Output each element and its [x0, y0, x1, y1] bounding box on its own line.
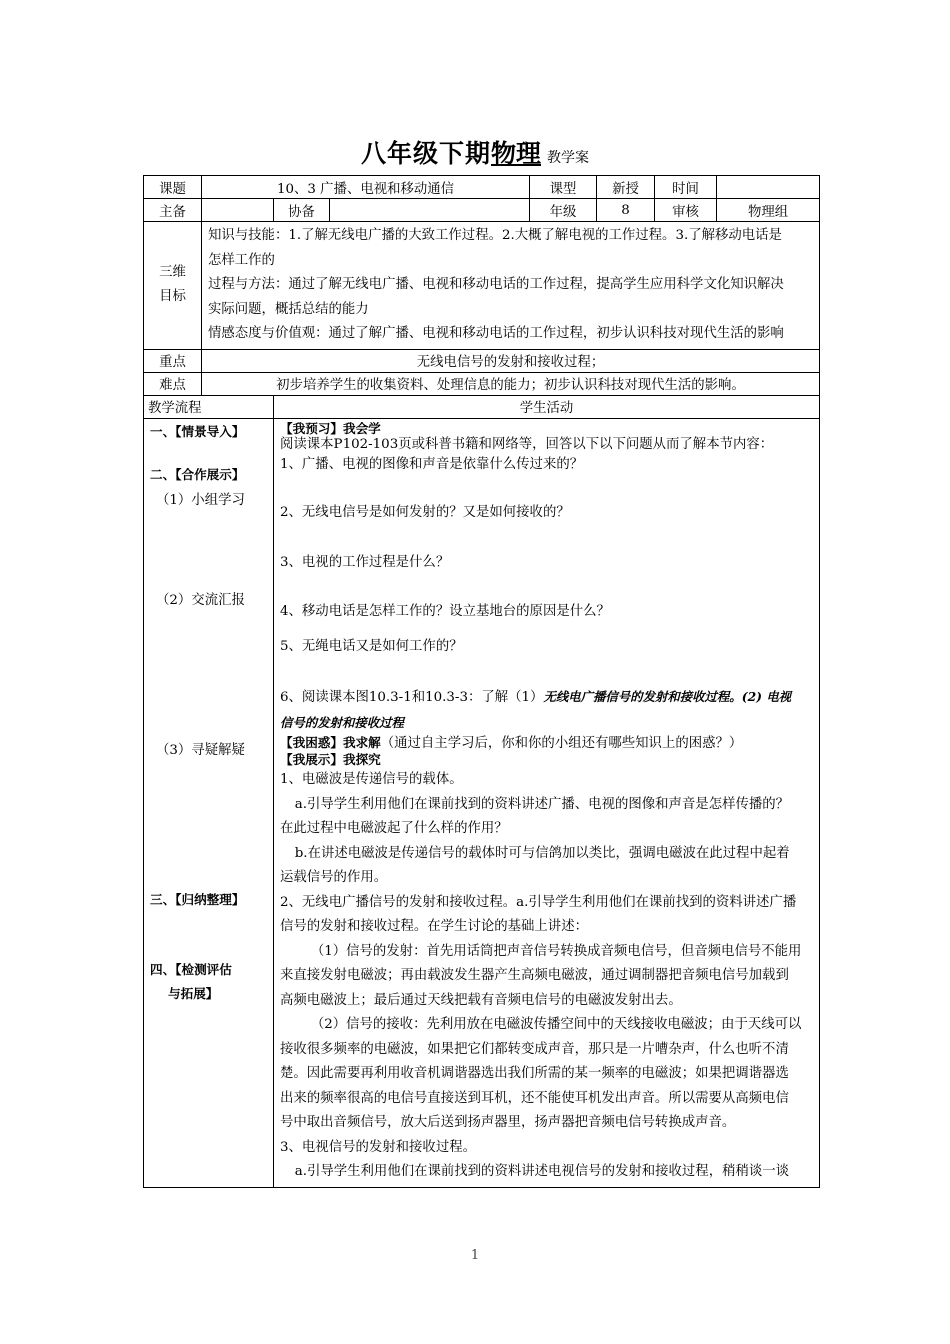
- point-2-line1: 2、无线电广播信号的发射和接收过程。a.引导学生利用他们在课前找到的资料讲述广播: [280, 894, 797, 910]
- student-activity-column: [274, 418, 820, 1187]
- lead-value: [202, 199, 274, 222]
- flow-step-4-line1: 四、【检测评估: [150, 961, 232, 977]
- time-value: [717, 176, 820, 199]
- title-subject: 物理: [491, 139, 542, 168]
- question-4: 4、移动电话是怎样工作的？设立基地台的原因是什么？: [280, 604, 610, 619]
- point-1: 1、电磁波是传递信号的载体。: [280, 772, 463, 787]
- title-suffix: 教学案: [547, 150, 590, 166]
- preview-heading: 【我预习】我会学: [280, 420, 381, 436]
- doubt-text: （通过自主学习后，你和你的小组还有哪些知识上的困惑？）: [380, 736, 743, 751]
- difficulty-label: 难点: [144, 372, 202, 395]
- review-value: 物理组: [717, 199, 820, 222]
- preview-intro: 阅读课本P102-103页或科普书籍和网络等，回答以下以下问题从而了解本节内容：: [280, 436, 774, 452]
- topic-row: [144, 176, 820, 199]
- flow-step-2c: （3）寻疑解疑: [156, 742, 245, 758]
- point-2-send-line1: （1）信号的发射：首先用话筒把声音信号转换成音频电信号，但音频电信号不能用: [310, 943, 802, 959]
- grade-value: 8: [597, 199, 655, 222]
- question-6-emphasis-b: 信号的发射和接收过程: [280, 714, 404, 730]
- flow-step-2: 二、【合作展示】: [150, 466, 245, 482]
- goals-line: 情感态度与价值观：通过了解广播、电视和移动电话的工作过程，初步认识科技对现代生活的影响: [208, 326, 784, 341]
- point-2-send-line2: 来直接发射电磁波；再由载波发生器产生高频电磁波，通过调制器把音频电信号加载到: [280, 968, 789, 983]
- page-title: [0, 134, 950, 170]
- assist-value: [330, 199, 530, 222]
- goals-line: 怎样工作的: [208, 252, 275, 268]
- question-6: [280, 685, 815, 711]
- question-6-emphasis-a: 无线电广播信号的发射和接收过程。(2) 电视: [543, 689, 792, 704]
- teaching-flow-column: [144, 418, 274, 1187]
- doubt-heading: 【我困惑】我求解: [280, 735, 381, 750]
- point-2-receive-line4: 出来的频率很高的电信号直接送到耳机，还不能使耳机发出声音。所以需要从高频电信: [280, 1090, 789, 1106]
- flow-header-left: 教学流程: [144, 395, 274, 418]
- point-1a-line1: a.引导学生利用他们在课前找到的资料讲述广播、电视的图像和声音是怎样传播的？: [294, 796, 790, 812]
- goals-label: [144, 222, 202, 350]
- question-1: 1、广播、电视的图像和声音是依靠什么传过来的？: [280, 456, 584, 472]
- title-grade-term: 八年级下期: [360, 139, 491, 168]
- doubt-line: [280, 735, 815, 752]
- key-point-text: 无线电信号的发射和接收过程；: [202, 349, 820, 372]
- point-1a-line2: 在此过程中电磁波起了什么样的作用？: [280, 821, 508, 836]
- lesson-plan-table: [143, 175, 820, 1188]
- point-2-receive-line1: （2）信号的接收：先利用放在电磁波传播空间中的天线接收电磁波；由于天线可以: [310, 1017, 802, 1032]
- point-3: 3、电视信号的发射和接收过程。: [280, 1139, 476, 1155]
- flow-header-row: [144, 395, 820, 418]
- point-1b-line2: 运载信号的作用。: [280, 870, 388, 885]
- show-heading: 【我展示】我探究: [280, 752, 381, 767]
- goals-label-line2: 目标: [159, 289, 186, 305]
- review-label: 审核: [655, 199, 717, 222]
- question-6-prefix: 6、阅读课本图10.3-1和10.3-3：了解（1）: [280, 690, 544, 705]
- point-2-receive-line3: 楚。因此需要再利用收音机调谐器选出我们所需的某一频率的电磁波；如果把调谐器选: [280, 1066, 789, 1081]
- question-5: 5、无绳电话又是如何工作的？: [280, 638, 463, 654]
- question-3: 3、电视的工作过程是什么？: [280, 554, 450, 570]
- grade-label: 年级: [530, 199, 597, 222]
- topic-label: 课题: [144, 176, 202, 199]
- question-2: 2、无线电信号是如何发射的？又是如何接收的？: [280, 505, 570, 520]
- author-row: [144, 199, 820, 222]
- flow-step-1: 一、【情景导入】: [150, 423, 245, 439]
- flow-step-2b: （2）交流汇报: [156, 592, 245, 608]
- goals-text: [202, 222, 820, 350]
- point-2-send-line3: 高频电磁波上；最后通过天线把载有音频电信号的电磁波发射出去。: [280, 992, 682, 1008]
- flow-header-right: 学生活动: [274, 395, 820, 418]
- page-number: 1: [470, 1248, 480, 1263]
- flow-step-4-line2: 与拓展】: [168, 985, 219, 1001]
- goals-line: 过程与方法：通过了解无线电广播、电视和移动电话的工作过程，提高学生应用科学文化知识解决: [208, 277, 784, 292]
- point-2-receive-line5: 号中取出音频信号，放大后送到扬声器里，扬声器把音频电信号转换成声音。: [280, 1115, 736, 1130]
- goals-label-line1: 三维: [159, 265, 186, 281]
- lead-label: 主备: [144, 199, 202, 222]
- goals-line: 知识与技能：1.了解无线电广播的大致工作过程。2.大概了解电视的工作过程。3.了解移动电话是: [208, 228, 782, 243]
- time-label: 时间: [655, 176, 717, 199]
- point-2-line2: 信号的发射和接收过程。在学生讨论的基础上讲述：: [280, 919, 588, 934]
- flow-body-row: [144, 418, 820, 1187]
- flow-step-2a: （1）小组学习: [156, 492, 245, 508]
- type-label: 课型: [530, 176, 597, 199]
- goals-row: [144, 222, 820, 350]
- flow-step-3: 三、【归纳整理】: [150, 891, 245, 907]
- key-point-label: 重点: [144, 349, 202, 372]
- key-point-row: [144, 349, 820, 372]
- point-1b-line1: b.在讲述电磁波是传递信号的载体时可与信鸽加以类比，强调电磁波在此过程中起着: [294, 845, 790, 861]
- assist-label: 协备: [274, 199, 330, 222]
- difficulty-text: 初步培养学生的收集资料、处理信息的能力；初步认识科技对现代生活的影响。: [202, 372, 820, 395]
- difficulty-row: [144, 372, 820, 395]
- point-3a: a.引导学生利用他们在课前找到的资料讲述电视信号的发射和接收过程，稍稍谈一谈: [294, 1164, 790, 1179]
- goals-line: 实际问题，概括总结的能力: [208, 301, 369, 317]
- type-value: 新授: [597, 176, 655, 199]
- point-2-receive-line2: 接收很多频率的电磁波，如果把它们都转变成声音，那只是一片嘈杂声，什么也听不清: [280, 1041, 789, 1057]
- topic-value: 10、3 广播、电视和移动通信: [202, 176, 530, 199]
